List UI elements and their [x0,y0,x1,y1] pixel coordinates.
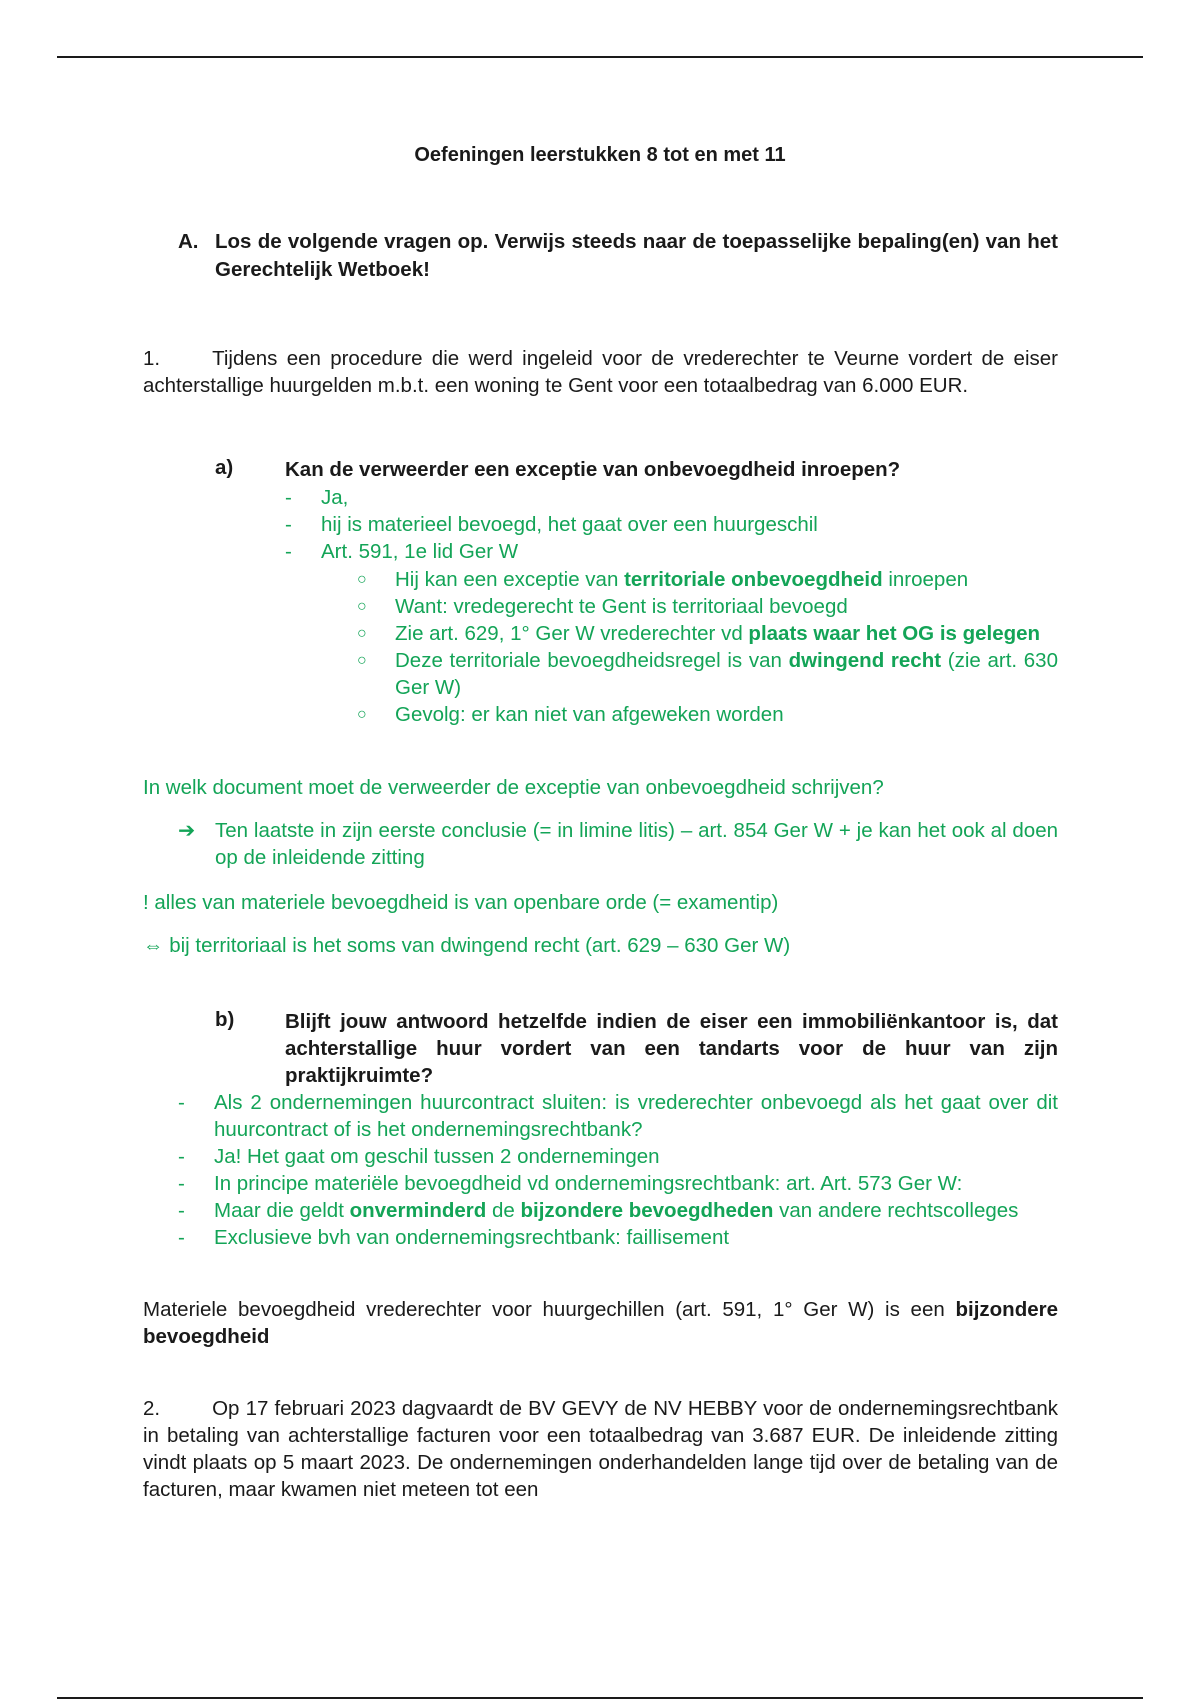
list-item: ○ Gevolg: er kan niet van afgeweken worden [357,703,784,726]
top-rule [57,56,1143,58]
section-a-text: Los de volgende vragen op. Verwijs steeds naar de toepasselijke bepaling(en) van het Gerechtelijk Wetboek! [215,230,1058,281]
question-1b-label: b) [215,1008,235,1031]
list-item: - Maar die geldt onverminderd de bijzondere bevoegdheden van andere rechtscolleges [178,1199,1019,1222]
question-1a-text: Kan de verweerder een exceptie van onbevoegdheid inroepen? [285,458,901,481]
conclusion-1b [143,1296,1058,1350]
list-item: ○ Want: vredegerecht te Gent is territoriaal bevoegd [357,595,848,618]
list-item: ○ Zie art. 629, 1° Ger W vrederechter vd plaats waar het OG is gelegen [357,622,1041,645]
list-item: ○ Hij kan een exceptie van territoriale onbevoegdheid inroepen [357,568,969,591]
list-item: ○ Deze territoriale bevoegdheidsregel is van dwingend recht (zie art. 630 Ger W) [357,649,1058,699]
conclusion-1b-bold: bijzondere bevoegdheid [143,1298,1058,1348]
list-item: - hij is materieel bevoegd, het gaat over een huurgeschil [285,513,818,536]
question-1-number: 1. [143,347,161,370]
conclusion-1b-text: Materiele bevoegdheid vrederechter voor huurgechillen (art. 591, 1° Ger W) is een [143,1298,956,1321]
answer-1a-list [285,484,1058,565]
list-item: - Ja! Het gaat om geschil tussen 2 ondernemingen [178,1145,660,1168]
list-item: - In principe materiële bevoegdheid vd ondernemingsrechtbank: art. Art. 573 Ger W: [178,1172,963,1195]
arrow-right-icon: ➔ [178,819,196,842]
note-exam-tip: ! alles van materiele bevoegdheid is van openbare orde (= examentip) [143,891,779,914]
answer-1a-followup-text: Ten laatste in zijn eerste conclusie (= in limine litis) – art. 854 Ger W + je kan het ook al doen op de inleidende zitting [215,819,1058,869]
question-1a-label: a) [215,456,234,479]
list-item: - Art. 591, 1e lid Ger W [285,540,519,563]
question-2-text: Op 17 februari 2023 dagvaardt de BV GEVY de NV HEBBY voor de ondernemingsrechtbank in betaling van achterstallige facturen voor een totaalbedrag van 3.687 EUR. De inleidende zitting vindt plaats op 5 maart 2023. De ondernemingen onderhandelden lange tijd over de betaling van de facturen, maar kwamen niet meteen tot een [143,1397,1058,1501]
question-2 [143,1395,1058,1503]
question-1-text: Tijdens een procedure die werd ingeleid voor de vrederechter te Veurne vordert de eiser achterstallige huurgelden m.b.t. een woning te Gent voor een totaalbedrag van 6.000 EUR. [143,347,1058,397]
answer-1a-followup [178,817,1058,871]
section-a-heading [178,228,1058,284]
question-1a-followup: In welk document moet de verweerder de exceptie van onbevoegdheid schrijven? [143,776,884,799]
question-1 [143,345,1058,399]
page-title: Oefeningen leerstukken 8 tot en met 11 [414,144,786,166]
list-item: - Exclusieve bvh van ondernemingsrechtbank: faillisement [178,1226,730,1249]
question-1b-text: Blijft jouw antwoord hetzelfde indien de eiser een immobiliënkantoor is, dat achterstallige huur vordert van een tandarts voor de huur van zijn praktijkruimte? [285,1010,1058,1087]
answer-1a-sublist [357,566,1058,728]
question-2-number: 2. [143,1397,161,1420]
list-item: - Als 2 ondernemingen huurcontract sluiten: is vrederechter onbevoegd als het gaat over dit huurcontract of is het ondernemingsrechtbank? [178,1091,1058,1141]
section-a-letter: A. [178,230,199,253]
list-item: - Ja, [285,486,349,509]
bottom-rule [57,1697,1143,1699]
answer-1b-list [178,1089,1058,1251]
note-territorial: ⇔ bij territoriaal is het soms van dwingend recht (art. 629 – 630 Ger W) [143,934,791,957]
